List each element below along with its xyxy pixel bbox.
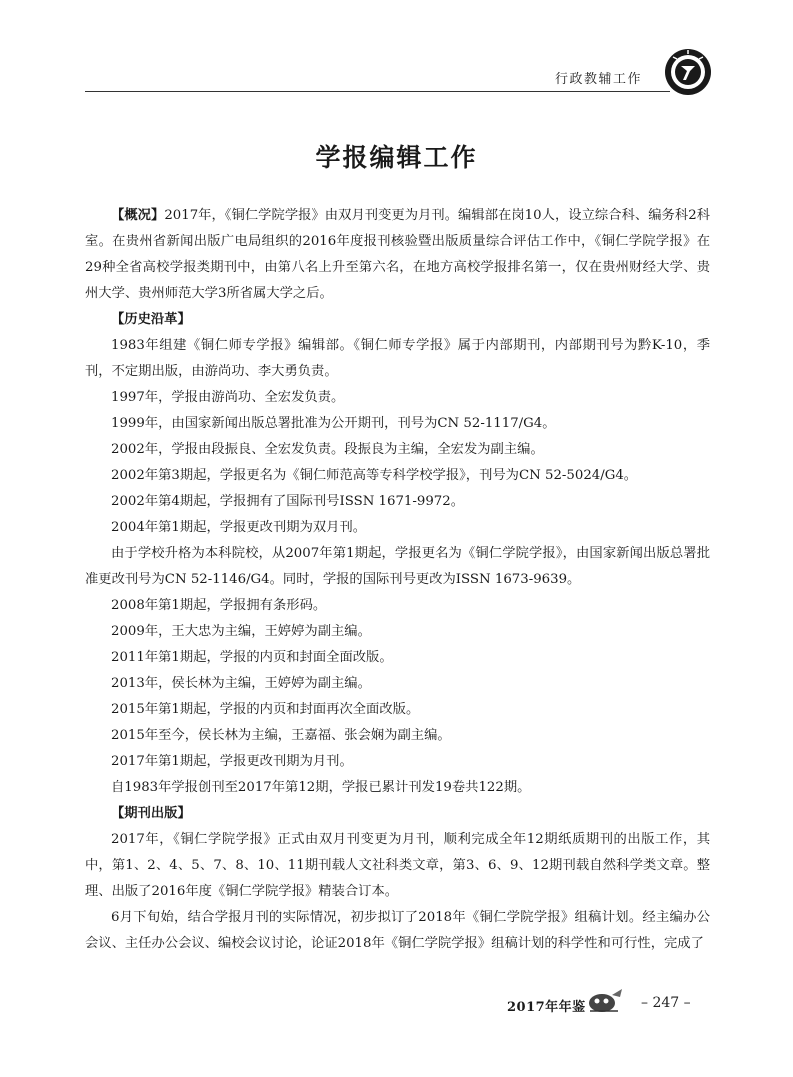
paragraph: 2002年，学报由段振良、全宏发负责。段振良为主编，全宏发为副主编。	[111, 442, 544, 457]
paragraph: 1997年，学报由游尚功、全宏发负责。	[111, 390, 345, 405]
paragraph: 2017年，《铜仁学院学报》正式由双月刊变更为月刊，顺利完成全年12期纸质期刊的出版工作，其中，第1、2、4、5、7、8、10、11期刊载人文社科类文章，第3、6、9、12期刊载自然科学类文章。整理、出版了2016年度《铜仁学院学报》精装合订本。	[85, 832, 710, 899]
overview-text: 2017年，《铜仁学院学报》由双月刊变更为月刊。编辑部在岗10人，设立综合科、编务科2科室。在贵州省新闻出版广电局组织的2016年度报刊核验暨出版质量综合评估工作中，《铜仁学院学报》在29种全省高校学报类期刊中，由第八名上升至第六名，在地方高校学报排名第一，仅在贵州财经大学、贵州大学、贵州师范大学3所省属大学之后。	[85, 208, 710, 301]
paragraph: 2015年第1期起，学报的内页和封面再次全面改版。	[111, 702, 420, 717]
yearbook-label: 2017年年鉴	[507, 1000, 586, 1015]
paragraph: 1983年组建《铜仁师专学报》编辑部。《铜仁师专学报》属于内部期刊，内部期刊号为黔K-10，季刊，不定期出版，由游尚功、李大勇负责。	[85, 338, 710, 379]
article-body	[85, 203, 710, 957]
history-heading: 【历史沿革】	[111, 312, 191, 327]
paragraph: 2009年，王大忠为主编，王婷婷为副主编。	[111, 624, 371, 639]
history-list	[85, 333, 710, 801]
yearbook-mascot-icon	[582, 985, 626, 1015]
paragraph: 2002年第3期起，学报更名为《铜仁师范高等专科学校学报》，刊号为CN 52-5024/G4。	[111, 468, 638, 483]
publication-list	[85, 827, 710, 957]
running-header: 行政教辅工作	[555, 72, 643, 87]
paragraph: 6月下旬始，结合学报月刊的实际情况，初步拟订了2018年《铜仁学院学报》组稿计划。经主编办公会议、主任办公会议、编校会议讨论，论证2018年《铜仁学院学报》组稿计划的科学性和可行性，完成了	[85, 910, 710, 951]
paragraph: 2002年第4期起，学报拥有了国际刊号ISSN 1671-9972。	[111, 494, 465, 509]
header-rule	[85, 91, 670, 92]
publication-heading: 【期刊出版】	[111, 806, 191, 821]
paragraph: 2011年第1期起，学报的内页和封面全面改版。	[111, 650, 393, 665]
overview-paragraph	[85, 203, 710, 307]
paragraph: 自1983年学报创刊至2017年第12期，学报已累计刊发19卷共122期。	[111, 780, 531, 795]
paragraph: 2017年第1期起，学报更改刊期为月刊。	[111, 754, 353, 769]
page-title: 学报编辑工作	[315, 143, 478, 172]
paragraph: 由于学校升格为本科院校，从2007年第1期起，学报更名为《铜仁学院学报》，由国家新闻出版总署批准更改刊号为CN 52-1146/G4。同时，学报的国际刊号更改为ISSN 1673-9639。	[85, 546, 710, 587]
page-number: – 247 –	[641, 995, 691, 1011]
paragraph: 2015年至今，侯长林为主编，王嘉福、张会娴为副主编。	[111, 728, 451, 743]
university-emblem-icon	[663, 47, 713, 97]
paragraph: 2013年，侯长林为主编，王婷婷为副主编。	[111, 676, 371, 691]
paragraph: 1999年，由国家新闻出版总署批准为公开期刊，刊号为CN 52-1117/G4。	[111, 416, 556, 431]
overview-label: 【概况】	[111, 208, 165, 223]
paragraph: 2008年第1期起，学报拥有条形码。	[111, 598, 327, 613]
paragraph: 2004年第1期起，学报更改刊期为双月刊。	[111, 520, 367, 535]
